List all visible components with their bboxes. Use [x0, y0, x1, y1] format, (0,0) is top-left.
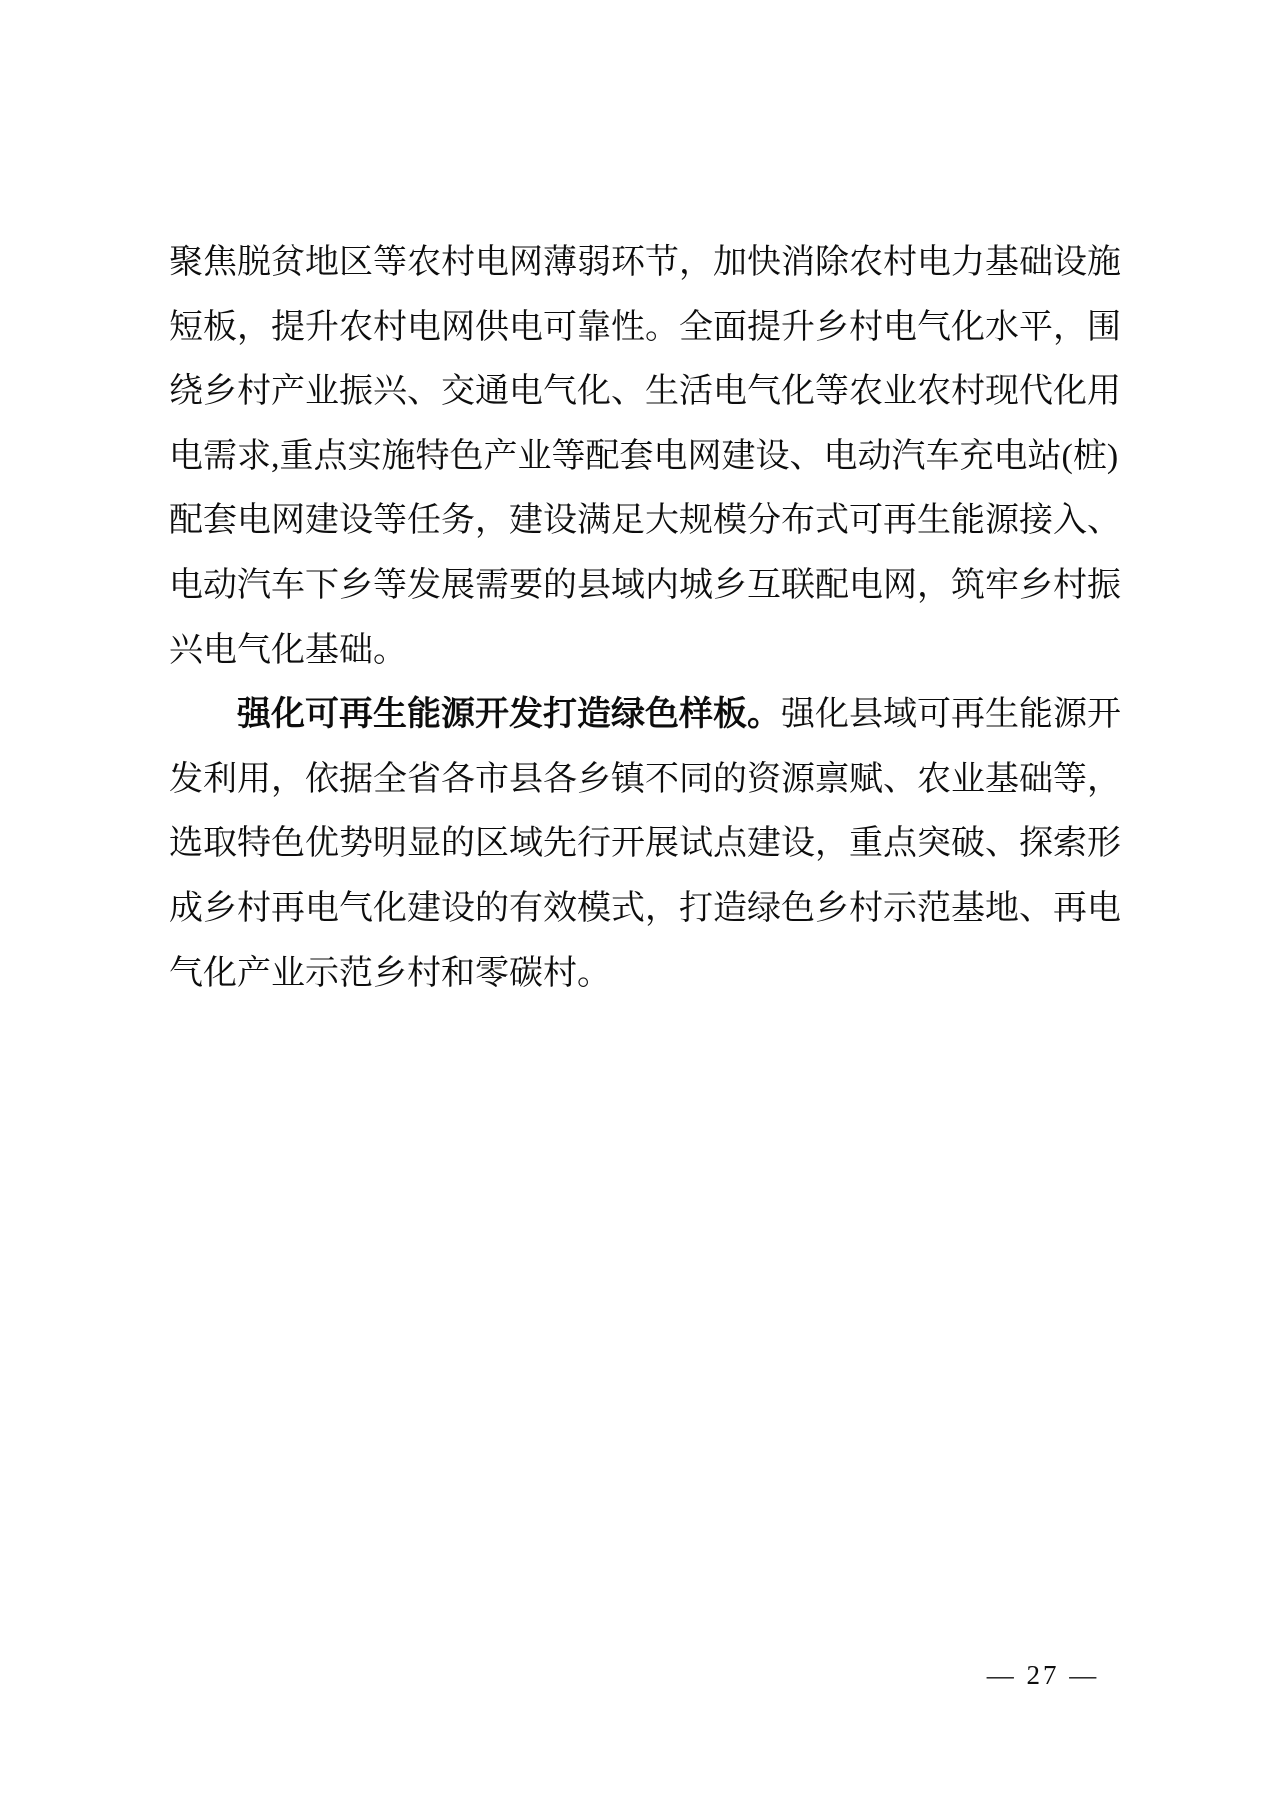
- paragraph-2-lead-rest: 强化县域可再生能源开: [781, 696, 1121, 734]
- paragraph-1-line-1: 聚焦脱贫地区等农村电网薄弱环节，加快消除农村电力基础设施: [169, 244, 1121, 281]
- paragraph-2-line-3: 选取特色优势明显的区域先行开展试点建设，重点突破、探索形: [169, 825, 1121, 863]
- page-number: — 27 —: [986, 1660, 1100, 1690]
- paragraph-1-line-6: 电动汽车下乡等发展需要的县域内城乡互联配电网，筑牢乡村振: [169, 566, 1121, 604]
- paragraph-2-line-5: 气化产业示范乡村和零碳村。: [169, 954, 611, 992]
- paragraph-1-line-7: 兴电气化基础。: [169, 631, 407, 669]
- paragraph-2-bold-heading: 强化可再生能源开发打造绿色样板。: [237, 696, 781, 734]
- paragraph-1-line-5: 配套电网建设等任务，建设满足大规模分布式可再生能源接入、: [169, 502, 1121, 540]
- paragraph-1-line-4: 电需求,重点实施特色产业等配套电网建设、电动汽车充电站(桩): [169, 437, 1119, 475]
- body-text: [169, 231, 1121, 1006]
- paragraph-2-line-4: 成乡村再电气化建设的有效模式，打造绿色乡村示范基地、再电: [169, 889, 1121, 927]
- paragraph-1-line-3: 绕乡村产业振兴、交通电气化、生活电气化等农业农村现代化用: [169, 373, 1121, 411]
- paragraph-2-line-2: 发利用，依据全省各市县各乡镇不同的资源禀赋、农业基础等，: [169, 760, 1121, 798]
- paragraph-1-line-2: 短板，提升农村电网供电可靠性。全面提升乡村电气化水平，围: [169, 308, 1121, 346]
- paragraph-2-line-1: [169, 683, 1121, 748]
